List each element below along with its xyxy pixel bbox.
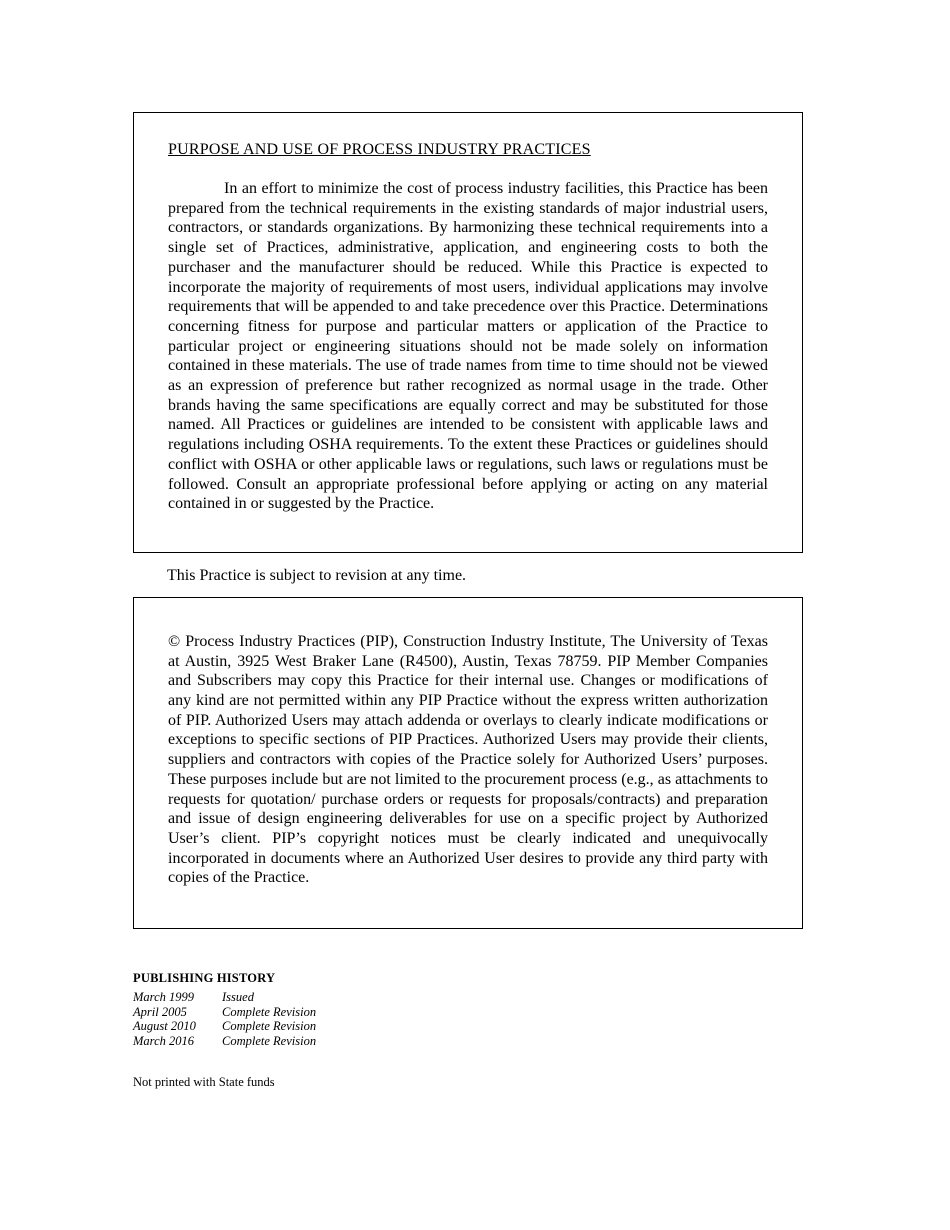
purpose-heading: PURPOSE AND USE OF PROCESS INDUSTRY PRACTICES bbox=[168, 141, 591, 158]
history-row bbox=[133, 1005, 950, 1020]
copyright-body-paragraph: © Process Industry Practices (PIP), Construction Industry Institute, The University of Texas at Austin, 3925 West Braker Lane (R4500), Austin, Texas 78759. PIP Member Companies and Subscribers may copy this Practice for their internal use. Changes or modifications of any kind are not permitted within any PIP Practice without the express written authorization of PIP. Authorized Users may attach addenda or overlays to clearly indicate modifications or exceptions to specific sections of PIP Practices. Authorized Users may provide their clients, suppliers and contractors with copies of the Practice solely for Authorized Users’ purposes. These purposes include but are not limited to the procurement process (e.g., as attachments to requests for quotation/ purchase orders or requests for proposals/contracts) and preparation and issue of design engineering deliverables for use on a specific project by Authorized User’s client. PIP’s copyright notices must be clearly indicated and unequivocally incorporated in documents where an Authorized User desires to provide any third party with copies of the Practice. bbox=[168, 632, 768, 887]
history-action: Complete Revision bbox=[222, 1004, 317, 1019]
footer-note: Not printed with State funds bbox=[133, 1075, 275, 1090]
copyright-box bbox=[133, 597, 803, 929]
purpose-body-paragraph: In an effort to minimize the cost of process industry facilities, this Practice has been prepared from the technical requirements in the existing standards of major industrial users, contractors, or standards organizations. By harmonizing these technical requirements into a single set of Practices, administrative, application, and engineering costs to both the purchaser and the manufacturer should be reduced. While this Practice is expected to incorporate the majority of requirements of most users, individual applications may involve requirements that will be appended to and take precedence over this Practice. Determinations concerning fitness for purpose and particular matters or application of the Practice to particular project or engineering situations should not be made solely on information contained in these materials. The use of trade names from time to time should not be viewed as an expression of preference but rather recognized as normal usage in the trade. Other brands having the same specifications are equally correct and may be substituted for those named. All Practices or guidelines are intended to be consistent with applicable laws and regulations including OSHA requirements. To the extent these Practices or guidelines should conflict with OSHA or other applicable laws or regulations, such laws or regulations must be followed. Consult an appropriate professional before applying or acting on any material contained in or suggested by the Practice. bbox=[168, 180, 768, 513]
history-action: Complete Revision bbox=[222, 1033, 317, 1048]
publishing-history bbox=[133, 971, 950, 1048]
history-row bbox=[133, 1034, 950, 1049]
history-date: March 1999 bbox=[133, 990, 194, 1005]
history-action: Issued bbox=[222, 990, 254, 1005]
history-date: March 2016 bbox=[133, 1033, 194, 1048]
publishing-history-rows bbox=[133, 990, 950, 1048]
history-row bbox=[133, 990, 950, 1005]
history-row bbox=[133, 1019, 950, 1034]
publishing-history-title: PUBLISHING HISTORY bbox=[133, 971, 276, 986]
history-date: August 2010 bbox=[133, 1019, 196, 1034]
purpose-box bbox=[133, 112, 803, 553]
history-date: April 2005 bbox=[133, 1004, 187, 1019]
revision-note: This Practice is subject to revision at any time. bbox=[167, 566, 467, 584]
history-action: Complete Revision bbox=[222, 1019, 317, 1034]
